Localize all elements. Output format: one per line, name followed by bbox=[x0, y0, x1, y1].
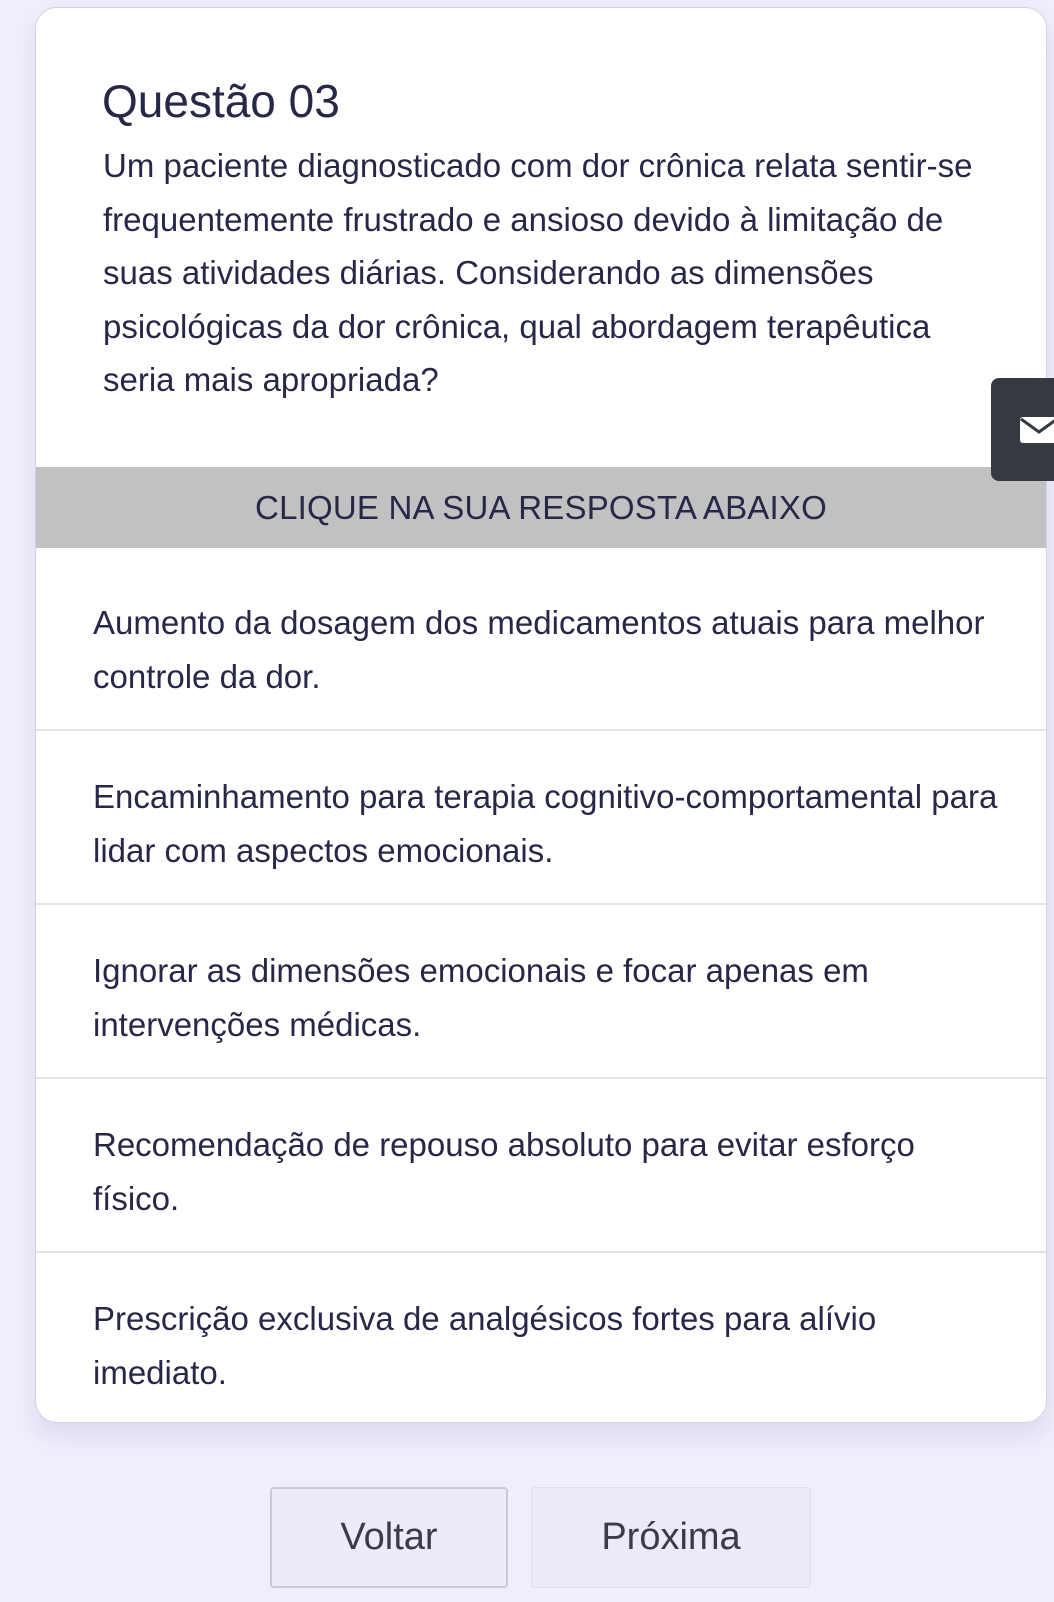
next-button[interactable]: Próxima bbox=[531, 1487, 811, 1588]
envelope-icon bbox=[1019, 416, 1054, 444]
question-text: Um paciente diagnosticado com dor crônica relata sentir-se frequentemente frustrado e ansioso devido à limitação de suas atividades diárias. Considerando as dimensões psicológicas da dor crônica, qual abordagem terapêutica seria mais apropriada? bbox=[103, 147, 973, 398]
back-button[interactable]: Voltar bbox=[270, 1487, 508, 1588]
answer-option-1[interactable]: Aumento da dosagem dos medicamentos atuais para melhor controle da dor. bbox=[36, 557, 1046, 731]
answer-option-4[interactable]: Recomendação de repouso absoluto para evitar esforço físico. bbox=[36, 1079, 1046, 1253]
question-title: Questão 03 bbox=[102, 75, 340, 127]
question-card bbox=[35, 7, 1047, 1423]
answer-option-3[interactable]: Ignorar as dimensões emocionais e focar apenas em intervenções médicas. bbox=[36, 905, 1046, 1079]
answer-list bbox=[36, 557, 1046, 1423]
answer-header: CLIQUE NA SUA RESPOSTA ABAIXO bbox=[36, 467, 1046, 548]
answer-option-2[interactable]: Encaminhamento para terapia cognitivo-comportamental para lidar com aspectos emocionais. bbox=[36, 731, 1046, 905]
contact-side-tab[interactable] bbox=[991, 378, 1054, 481]
answer-option-5[interactable]: Prescrição exclusiva de analgésicos fortes para alívio imediato. bbox=[93, 1300, 877, 1391]
